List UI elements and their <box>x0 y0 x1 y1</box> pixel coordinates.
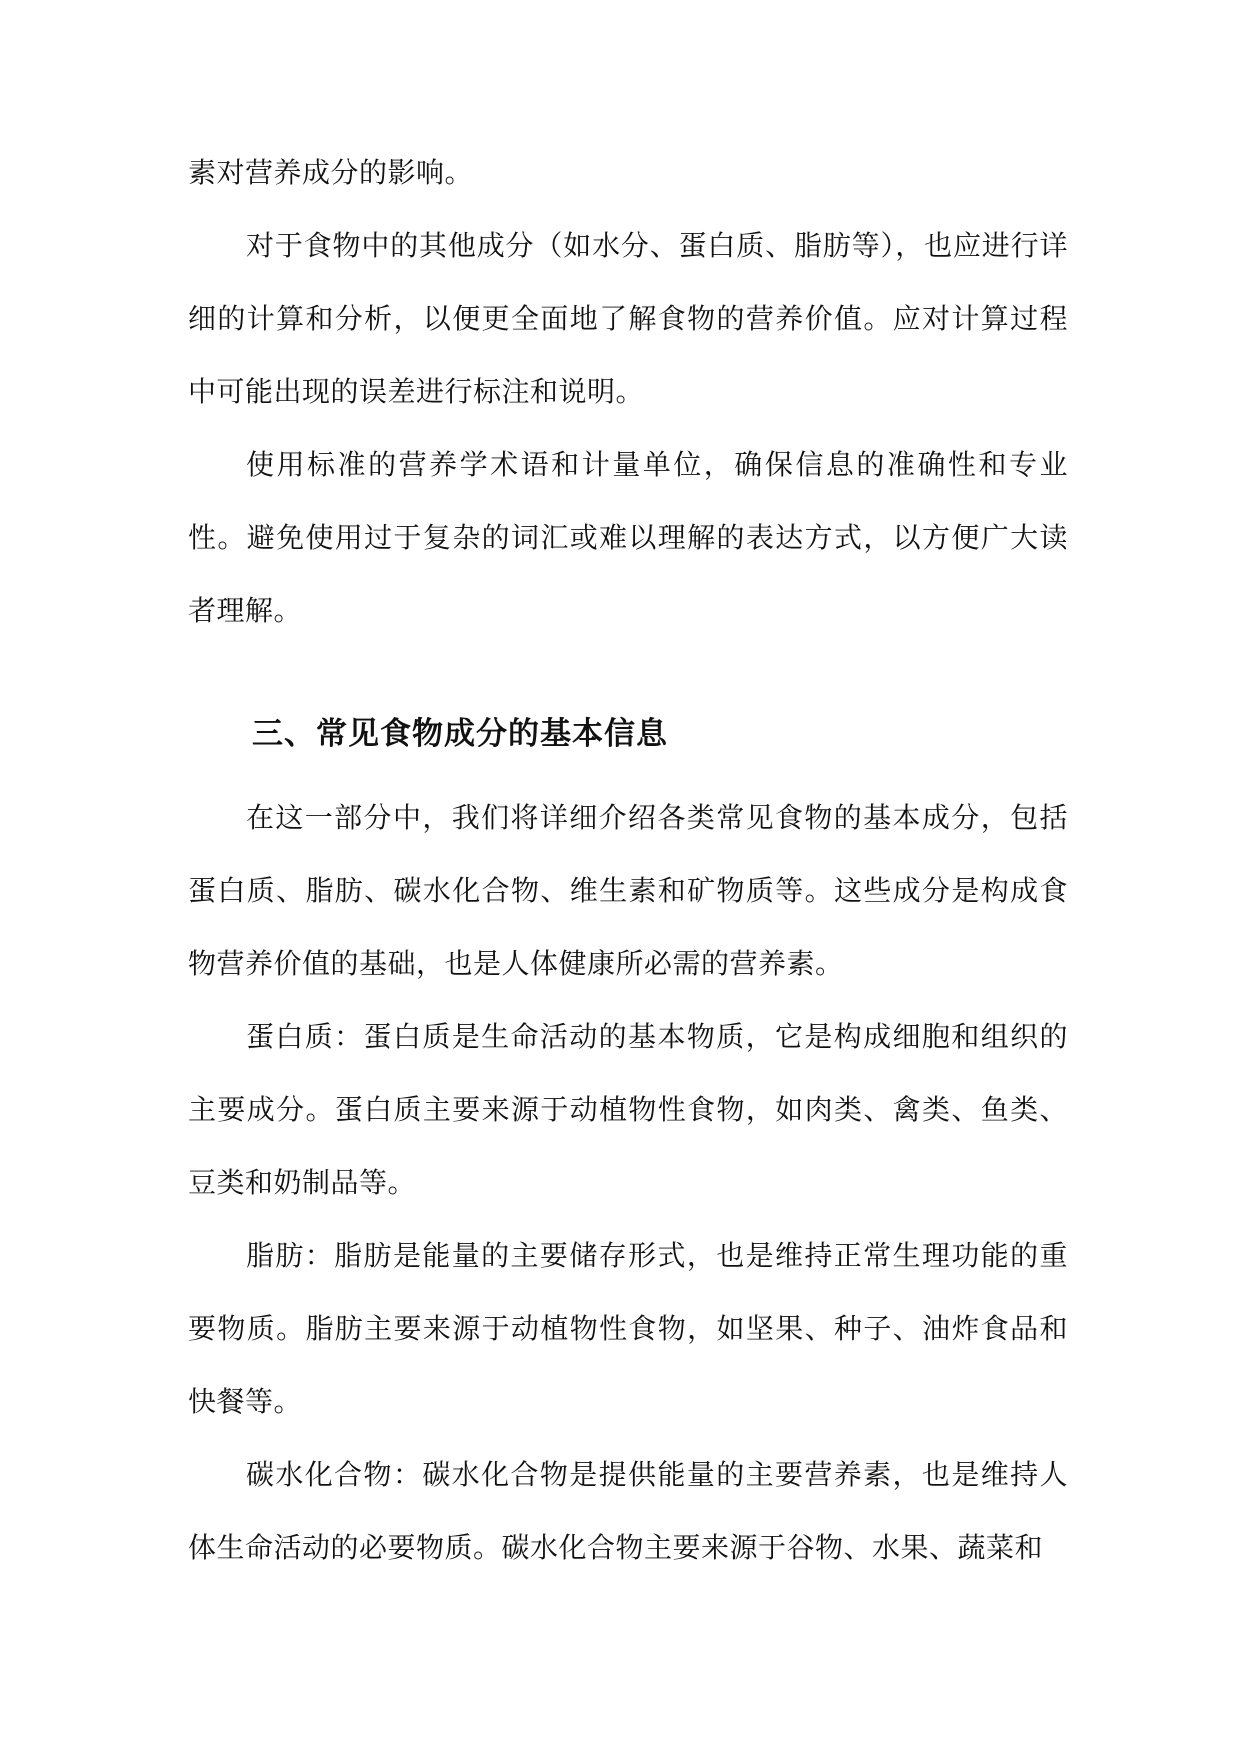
section-body <box>188 781 1068 1584</box>
paragraph-carbohydrate: 碳水化合物：碳水化合物是提供能量的主要营养素，也是维持人体生命活动的必要物质。碳水化合物主要来源于谷物、水果、蔬菜和 <box>188 1458 1068 1564</box>
paragraph-other-components: 对于食物中的其他成分（如水分、蛋白质、脂肪等），也应进行详细的计算和分析，以便更全面地了解食物的营养价值。应对计算过程中可能出现的误差进行标注和说明。 <box>188 229 1068 408</box>
paragraph-fat: 脂肪：脂肪是能量的主要储存形式，也是维持正常生理功能的重要物质。脂肪主要来源于动植物性食物，如坚果、种子、油炸食品和快餐等。 <box>188 1239 1068 1418</box>
intro-section <box>188 136 1068 647</box>
paragraph-continuation: 素对营养成分的影响。 <box>188 156 474 189</box>
paragraph-section-intro: 在这一部分中，我们将详细介绍各类常见食物的基本成分，包括蛋白质、脂肪、碳水化合物、维生素和矿物质等。这些成分是构成食物营养价值的基础，也是人体健康所必需的营养素。 <box>188 801 1068 980</box>
section-heading: 三、常见食物成分的基本信息 <box>252 716 668 752</box>
paragraph-terminology: 使用标准的营养学术语和计量单位，确保信息的准确性和专业性。避免使用过于复杂的词汇或难以理解的表达方式，以方便广大读者理解。 <box>188 448 1068 627</box>
paragraph-protein: 蛋白质：蛋白质是生命活动的基本物质，它是构成细胞和组织的主要成分。蛋白质主要来源于动植物性食物，如肉类、禽类、鱼类、豆类和奶制品等。 <box>188 1020 1068 1199</box>
